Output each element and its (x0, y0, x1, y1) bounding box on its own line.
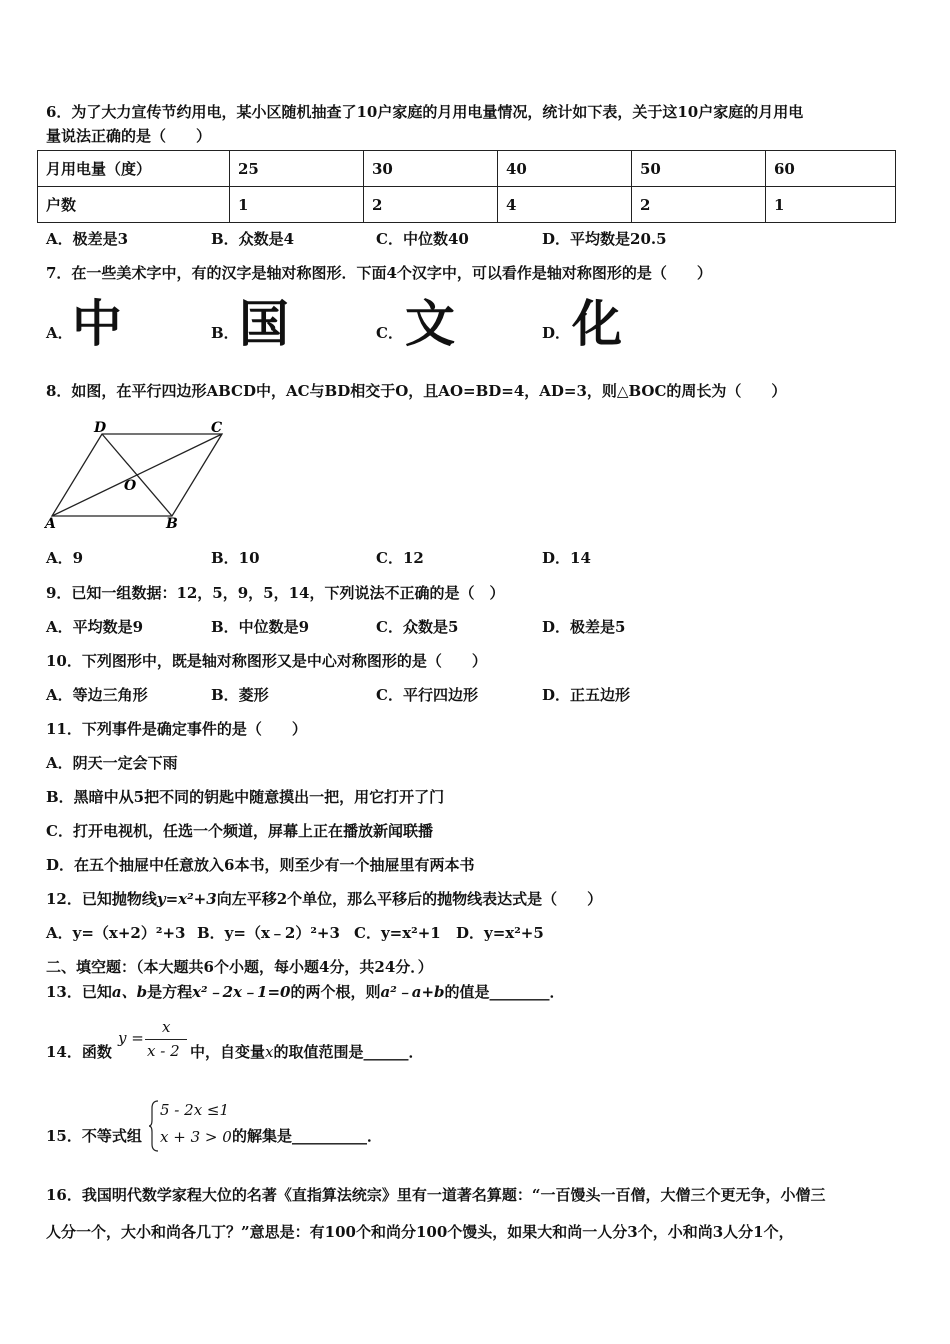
label-o: O (124, 478, 137, 494)
q16-line2: 人分一个，大小和尚各几丁？”意思是：有100个和尚分100个馒头，如果大和尚一人分3个，小和尚3人分1个， (46, 1223, 794, 1241)
table-row (38, 151, 896, 187)
q7-char-b: 国 (239, 295, 289, 353)
table-cell: 4 (498, 187, 632, 223)
q12-stem-expr: y=x²+3 (156, 890, 217, 908)
q13-eq: x²﹣2x﹣1=0 (192, 983, 291, 1001)
table-cell: 户数 (38, 187, 230, 223)
q15-left-brace (148, 1100, 160, 1152)
q10-option-d: D．正五边形 (542, 686, 631, 704)
label-c: C (211, 420, 223, 436)
label-d: D (94, 420, 107, 436)
q13-vars: a、b (111, 983, 148, 1001)
q9-stem: 9．已知一组数据：12，5，9，5，14，下列说法不正确的是（ ） (46, 584, 505, 602)
q7-label-a: A． (46, 324, 73, 342)
q8-option-a: A．9 (46, 549, 84, 567)
q10-option-c: C．平行四边形 (376, 686, 478, 704)
q7-label-b: B． (211, 324, 239, 342)
q15-suffix: 的解集是__________． (232, 1127, 383, 1145)
q6-data-table (37, 150, 896, 223)
q11-stem: 11．下列事件是确定事件的是（ ） (46, 720, 307, 738)
diagonal-bd (102, 434, 172, 516)
label-b: B (166, 516, 178, 530)
q9-option-a: A．平均数是9 (46, 618, 144, 636)
q8-option-b: B．10 (211, 549, 260, 567)
q11-option-b: B．黑暗中从5把不同的钥匙中随意摸出一把，用它打开了门 (46, 788, 445, 806)
q14-var: x (265, 1043, 274, 1061)
q8-parallelogram-figure (44, 416, 234, 530)
q8-option-d: D．14 (542, 549, 591, 567)
table-cell: 50 (632, 151, 766, 187)
q6-option-a: A．极差是3 (46, 230, 129, 248)
q7-label-c: C． (376, 324, 403, 342)
q9-option-c: C．众数是5 (376, 618, 459, 636)
q14-fraction-bar (145, 1039, 187, 1040)
q15-prefix: 15．不等式组 (46, 1127, 142, 1145)
q13-expr: a²﹣a+b (380, 983, 445, 1001)
q13-c: 的两个根，则 (290, 983, 381, 1001)
table-row (38, 187, 896, 223)
q12-stem-b: 向左平移2个单位，那么平移后的抛物线表达式是（ ） (216, 890, 603, 908)
table-cell: 2 (364, 187, 498, 223)
q9-option-b: B．中位数是9 (211, 618, 310, 636)
q7-char-a: 中 (72, 295, 122, 353)
q14-prefix: 14．函数 (46, 1043, 112, 1061)
q14-denominator: x - 2 (147, 1042, 180, 1060)
table-cell: 1 (230, 187, 364, 223)
q9-option-d: D．极差是5 (542, 618, 626, 636)
q10-option-a: A．等边三角形 (46, 686, 148, 704)
q6-option-c: C．中位数40 (376, 230, 469, 248)
q10-stem: 10．下列图形中，既是轴对称图形又是中心对称图形的是（ ） (46, 652, 487, 670)
q6-stem-line1: 6．为了大力宣传节约用电，某小区随机抽查了10户家庭的月用电量情况，统计如下表，关于这10户家庭的月用电 (46, 103, 804, 121)
q14-suffix (190, 1041, 424, 1063)
q14-c: 的取值范围是______． (273, 1043, 424, 1061)
q8-option-c: C．12 (376, 549, 424, 567)
q7-char-d: 化 (572, 295, 622, 353)
q15-line1: 5 - 2x ≤1 (160, 1101, 230, 1119)
q12-option-a: A．y=（x+2）²+3 (46, 924, 186, 942)
table-cell: 60 (766, 151, 896, 187)
q12-stem-a: 12．已知抛物线 (46, 890, 157, 908)
label-a: A (45, 516, 56, 530)
q13-stem (46, 981, 565, 1003)
q6-option-d: D．平均数是20.5 (542, 230, 667, 248)
q12-stem (46, 888, 602, 910)
section-2-heading: 二、填空题：（本大题共6个小题，每小题4分，共24分．） (46, 958, 433, 976)
table-cell: 2 (632, 187, 766, 223)
q12-option-c: C．y=x²+1 (354, 924, 441, 942)
q11-option-d: D．在五个抽屉中任意放入6本书，则至少有一个抽屉里有两本书 (46, 856, 475, 874)
q13-b: 是方程 (147, 983, 193, 1001)
q13-a: 13．已知 (46, 983, 112, 1001)
q12-option-b: B．y=（x﹣2）²+3 (197, 924, 340, 942)
q15-line2: x + 3 > 0 (160, 1128, 232, 1146)
q14-numerator: x (162, 1018, 171, 1036)
q16-line1: 16．我国明代数学家程大位的名著《直指算法统宗》里有一道著名算题：“一百馒头一百僧，大僧三个更无争，小僧三 (46, 1186, 826, 1204)
q8-stem: 8．如图，在平行四边形ABCD中，AC与BD相交于O，且AO=BD=4，AD=3，则△BOC的周长为（ ） (46, 382, 787, 400)
q6-option-b: B．众数是4 (211, 230, 295, 248)
q11-option-a: A．阴天一定会下雨 (46, 754, 178, 772)
q11-option-c: C．打开电视机，任选一个频道，屏幕上正在播放新闻联播 (46, 822, 433, 840)
q14-b: 中，自变量 (190, 1043, 266, 1061)
table-cell: 30 (364, 151, 498, 187)
q14-lhs: y = (118, 1029, 144, 1047)
q7-stem: 7．在一些美术字中，有的汉字是轴对称图形．下面4个汉字中，可以看作是轴对称图形的是（ ） (46, 264, 712, 282)
table-cell: 25 (230, 151, 364, 187)
q10-option-b: B．菱形 (211, 686, 269, 704)
q6-stem-line2: 量说法正确的是（ ） (46, 127, 212, 145)
q7-label-d: D． (542, 324, 571, 342)
table-cell: 月用电量（度） (38, 151, 230, 187)
table-cell: 40 (498, 151, 632, 187)
q7-char-c: 文 (405, 295, 455, 353)
q13-d: 的值是________． (444, 983, 565, 1001)
q12-option-d: D．y=x²+5 (456, 924, 544, 942)
table-cell: 1 (766, 187, 896, 223)
